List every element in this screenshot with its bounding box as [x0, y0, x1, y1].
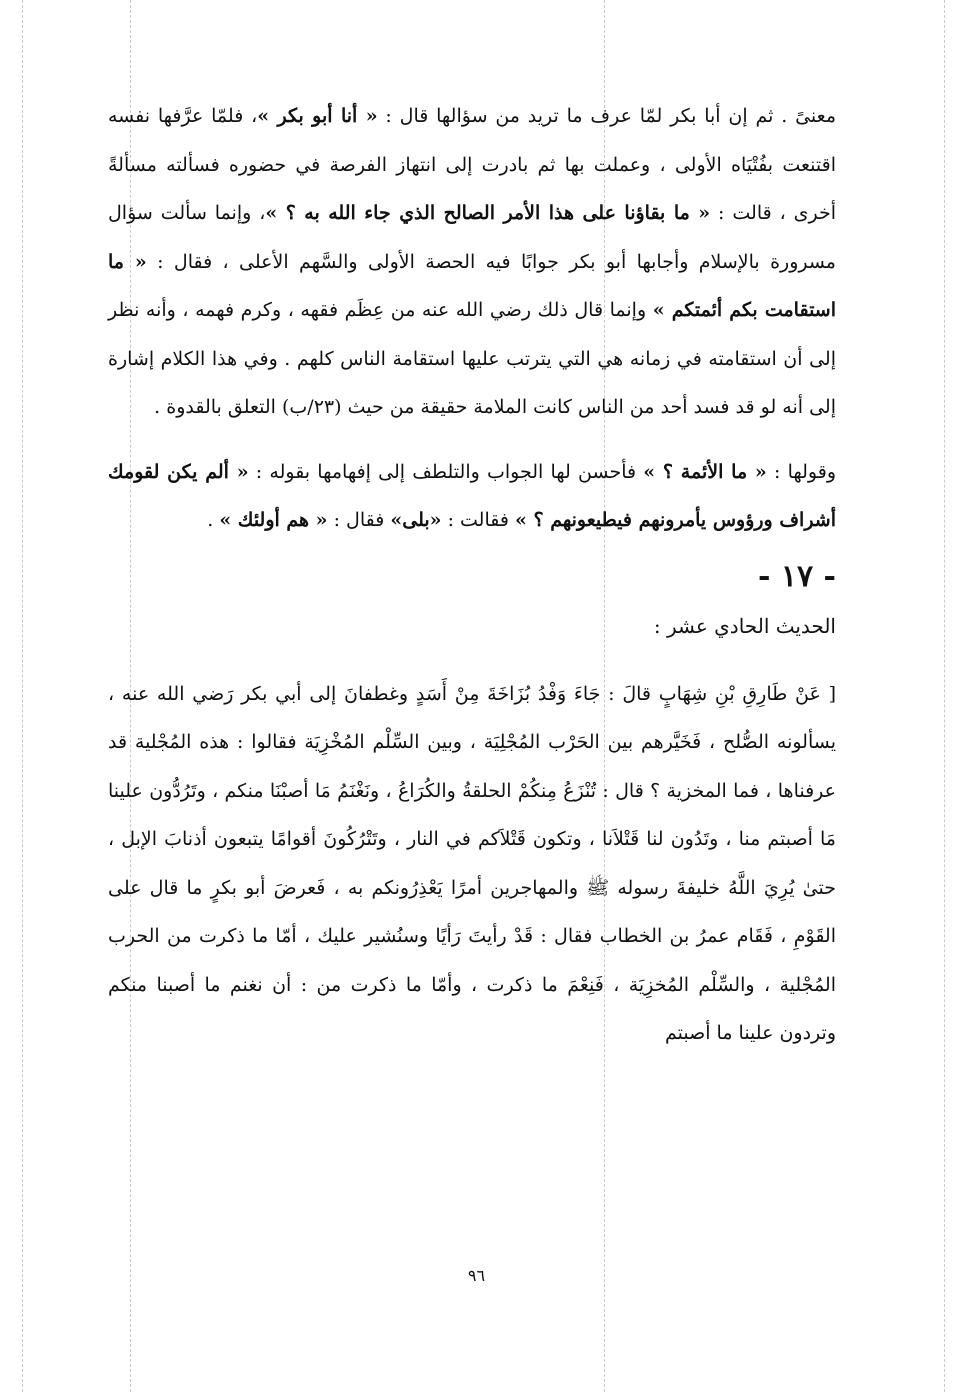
quote-bold: «بلى» [390, 509, 442, 531]
text-run: ، وإنما سألت سؤال مسرورة بالإسلام وأجابها أبو بكر جوابًا فيه الحصة الأولى والسَّهم الأعلى ، فقال : [108, 202, 836, 273]
page-number: ٩٦ [467, 1266, 486, 1285]
quote-bold: « ما بقاؤنا على هذا الأمر الصالح الذي جاء الله به ؟ » [265, 202, 711, 224]
commentary-paragraph [108, 448, 836, 545]
paragraph-gap [108, 432, 836, 448]
section-heading: الحديث الحادي عشر : [653, 613, 836, 638]
commentary-paragraph [108, 92, 836, 432]
page-content [108, 92, 836, 1058]
scan-guide-line [944, 0, 945, 1392]
text-run: فأحسن لها الجواب والتلطف إلى إفهامها بقوله : [248, 460, 644, 483]
quote-bold: « ألم يكن لقومك أشراف ورؤوس يأمرونهم فيطيعونهم ؟ » [108, 460, 836, 531]
hadith-text: [ عَنْ طَارِقِ بْنِ شِهَابٍ قالَ : جَاءَ وَفْدُ بُزَاخَةَ مِنْ أَسَدٍ وغطفانَ إلى أبي بكر رَضي الله عنه ، يسألونه الصُّلح ، فَخَيَّرهم بين الحَرْب المُجْلِيَة ، وبين السِّلْم المُخْزِيَة فقالوا : هذه المُجْلية قد عرفناها ، فما المخزية ؟ قال : تُنْزَعُ مِنكُمْ الحلقةُ والكُرَاعُ ، ونَغْنَمُ مَا أصبْنَا منكم ، وتَرُدُّون علينا مَا أصبتم منا ، وتَدُون لنا قَتْلاَنا ، وتكون قَتْلاَكم في النار ، وتَتْرُكُونَ أقوامًا يتبعون أذنابَ الإبل ، حتىٰ يُرِيَ اللَّهُ خليفةَ رسوله ﷺ والمهاجرين أمرًا يَعْذِرُونكم به ، فَعرضَ أبو بكرٍ ما قال على القَوْمِ ، فَقَام عمرُ بن الخطاب فقال : قَدْ رأيتَ رَأيًا وسنُشير عليك ، أمّا ما ذكرت من الحرب المُجْلية ، والسِّلْم المُخزِيَة ، فَنِعْمَ ما ذكرت ، وأمّا ما ذكرت من : أن نغنم ما أصبنا منكم وتردون علينا ما أصبتم [108, 682, 836, 1044]
text-run: وإنما قال ذلك رضي الله عنه من عِظَم فقهه ، وكرم فهمه ، وأنه نظر إلى أن استقامته في زمانه هي التي يترتب عليها استقامة الناس كلهم . وفي هذا الكلام إشارة إلى أنه لو قد فسد أحد من الناس كانت الملامة حقيقة من حيث (٢٣/ب) التعلق بالقدوة . [108, 299, 836, 418]
quote-bold: « أنا أبو بكر » [257, 105, 378, 127]
quote-bold: « هم أولئك » [219, 509, 328, 531]
text-run: فقال : [327, 509, 391, 531]
text-run: وقولها : [766, 460, 837, 483]
quote-bold: « ما استقامت بكم أئمتكم » [108, 250, 837, 321]
section-number: - ١٧ - [757, 558, 836, 594]
text-run: معنىً . ثم إن أبا بكر لمّا عرف ما تريد من سؤالها قال : [377, 105, 836, 127]
text-run: ، فلمّا عرَّفها نفسه اقتنعت بفُتْيَاه الأولى ، وعملت بها ثم بادرت إلى انتهاز الفرصة في حضوره فسألته مسألةً أخرى ، قالت : [108, 105, 837, 224]
scan-guide-line [22, 0, 23, 1392]
text-run: . [207, 509, 220, 531]
text-run: فقالت : [441, 509, 515, 531]
quote-bold: « ما الأئمة ؟ » [643, 460, 767, 483]
